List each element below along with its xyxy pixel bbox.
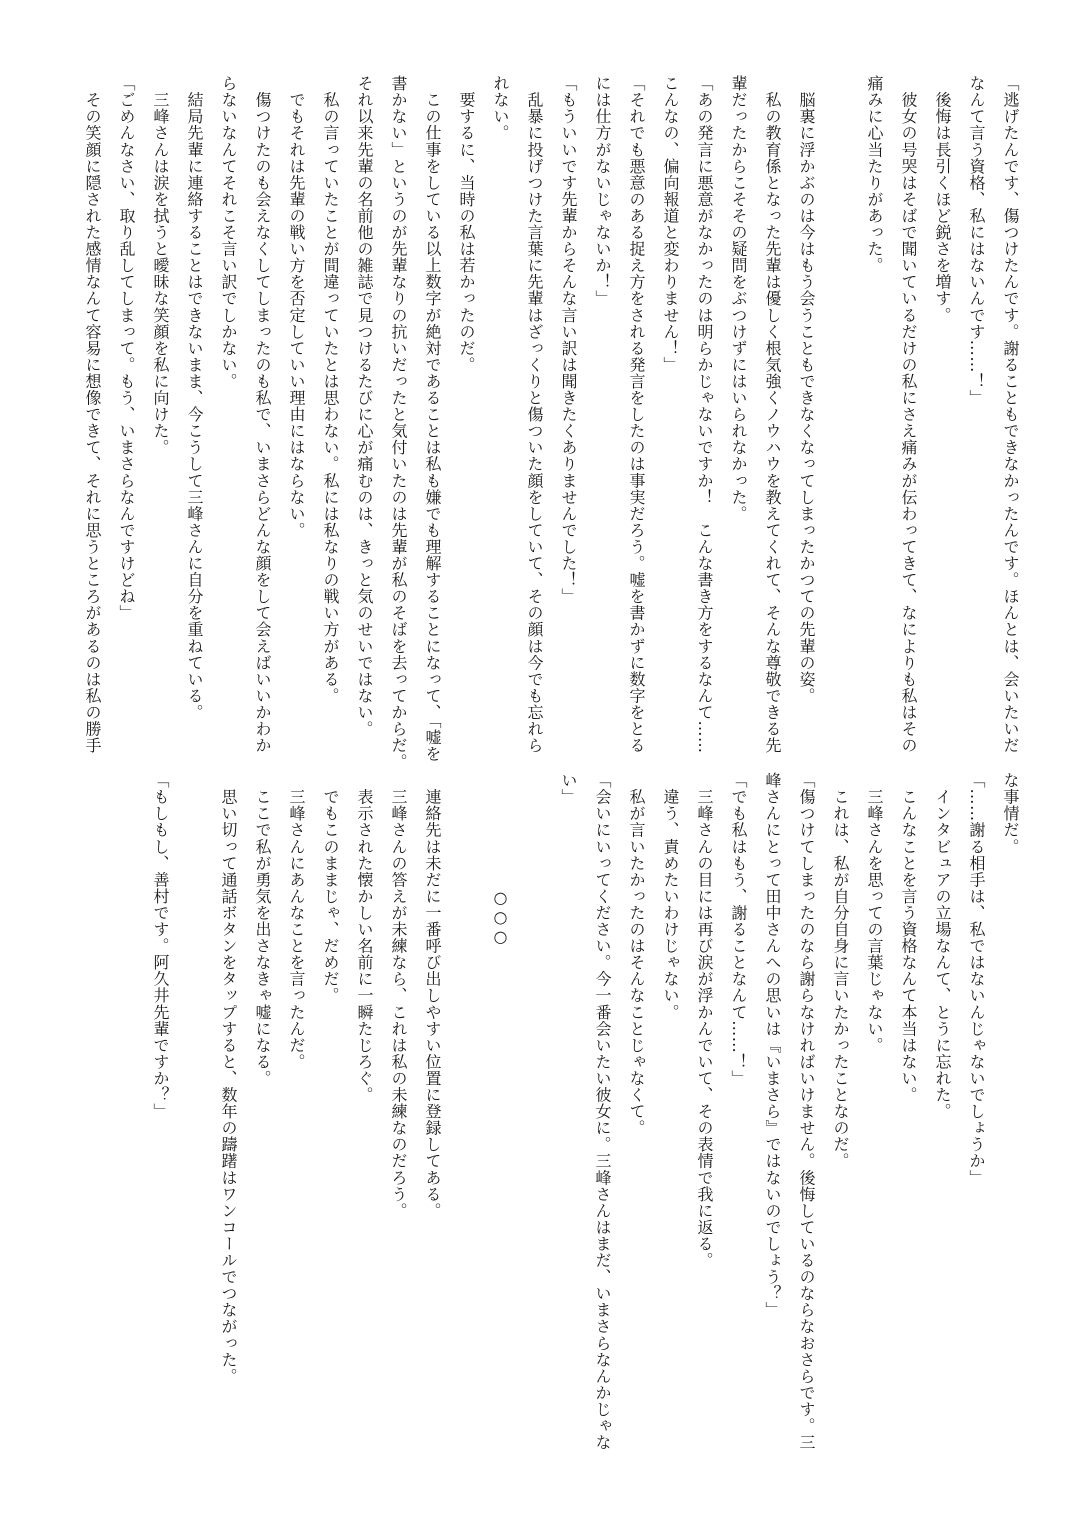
upper-text-tier [75,75,1027,771]
text-line: 私の教育係となった先輩は優しく根気強くノウハウを教えてくれて、そんな尊敬できる先 [763,75,782,754]
text-line: 三峰さんを思っての言葉じゃない。 [865,772,884,1054]
text-line: 三峰さんの答えが未練なら、これは私の未練なのだろう。 [389,772,408,1219]
text-line: ここで私が勇気を出さなきゃ嘘になる。 [253,772,272,1087]
text-line: 傷つけたのも会えなくしてしまったのも私で、いまさらどんな顔をして会えばいいかわか [253,75,272,754]
text-line: この仕事をしている以上数字が絶対であることは私も嫌でも理解することになって、「嘘を [423,75,442,763]
text-line: 彼女の号哭はそばで聞いているだけの私にさえ痛みが伝わってきて、なによりも私はその [899,75,918,754]
text-line: 峰さんにとって田中さんへの思いは『いまさら』ではないのでしょう？」 [763,772,782,1319]
text-line: 三峰さんにあんなことを言ったんだ。 [287,772,306,1070]
text-line: 結局先輩に連絡することはできないまま、今こうして三峰さんに自分を重ねている。 [185,75,204,721]
text-line: 輩だったからこそその疑問をぶつけずにはいられなかった。 [729,75,748,522]
text-line: い」 [559,772,578,806]
lower-text-tier [143,772,1027,1451]
scene-break: ○○○ [491,772,510,947]
text-line: 「ごめんなさい、取り乱してしまって。もう、いまさらなんですけどね」 [117,75,136,622]
text-line: 「もしもし、善村です。阿久井先輩ですか？」 [151,772,170,1120]
text-line: でもそれは先輩の戦い方を否定していい理由にはならない。 [287,75,306,539]
text-line: 「……謝る相手は、私ではないんじゃないでしょうか」 [967,772,986,1186]
text-line: 乱暴に投げつけた言葉に先輩はざっくりと傷ついた顔をしていて、その顔は今でも忘れら [525,75,544,754]
text-line: これは、私が自分自身に言いたかったことなのだ。 [831,772,850,1170]
text-line: には仕方がないじゃないか！」 [593,75,612,307]
text-line: 私が言いたかったのはそんなことじゃなくて。 [627,772,646,1137]
blank-line [177,772,211,1452]
text-line: 脳裏に浮かぶのは今はもう会うこともできなくなってしまったかつての先輩の姿。 [797,75,816,704]
text-line: 後悔は長引くほど鋭さを増す。 [933,75,952,324]
text-line: 違う、責めたいわけじゃない。 [661,772,680,1021]
text-line: 三峰さんは涙を拭うと曖昧な笑顔を私に向けた。 [151,75,170,456]
text-line: 連絡先は未だに一番呼び出しやすい位置に登録してある。 [423,772,442,1219]
text-line: こんなことを言う資格なんて本当はない。 [899,772,918,1103]
text-line: それ以来先輩の名前他の雑誌で見つけるたびに心が痛むのは、きっと気のせいではない。 [355,75,374,737]
text-line: その笑顔に隠された感情なんて容易に想像できて、それに思うところがあるのは私の勝手 [83,75,102,754]
text-line: 「あの発言に悪意がなかったのは明らかじゃないですか！ こんな書き方をするなんて…… [695,75,714,754]
blank-line [517,772,551,1452]
text-line: でもこのままじゃ、だめだ。 [321,772,340,1004]
text-line: 要するに、当時の私は若かったのだ。 [457,75,476,373]
text-line: インタビュアの立場なんて、とうに忘れた。 [933,772,952,1120]
text-line: 「もういいです先輩からそんな言い訳は聞きたくありませんでした！」 [559,75,578,605]
blank-line [449,772,483,1452]
text-line: 私の言っていたことが間違っていたとは思わない。私には私なりの戦い方がある。 [321,75,340,704]
text-line: 表示された懐かしい名前に一瞬たじろぐ。 [355,772,374,1103]
text-line: れない。 [491,75,510,142]
text-line: 三峰さんの目には再び涙が浮かんでいて、その表情で我に返る。 [695,772,714,1269]
text-line: こんなの、偏向報道と変わりません！」 [661,75,680,373]
text-line: なんて言う資格、私にはないんです……！」 [967,75,986,406]
text-line: 「逃げたんです、傷つけたんです。謝ることもできなかったんです。ほんとは、会いたいだ [1001,75,1020,754]
text-line: な事情だ。 [1001,772,1020,855]
text-line: 痛みに心当たりがあった。 [865,75,884,274]
text-line: らないなんてそれこそ言い訳でしかない。 [219,75,238,390]
text-line: 「でも私はもう、謝ることなんて……！」 [729,772,748,1087]
blank-line [823,75,857,755]
text-line: 書かない」というのが先輩なりの抗いだったと気付いたのは先輩が私のそばを去ってからだ。 [389,75,408,771]
text-line: 「会いにいってください。今一番会いたい彼女に。三峰さんはまだ、いまさらなんかじゃな [593,772,612,1451]
text-line: 「傷つけてしまったのなら謝らなければいけません。後悔しているのならなおさらです。三 [797,772,816,1451]
text-line: 「それでも悪意のある捉え方をされる発言をしたのは事実だろう。嘘を書かずに数字をとる [627,75,646,754]
text-line: 思い切って通話ボタンをタップすると、数年の躊躇はワンコールでつながった。 [219,772,238,1385]
